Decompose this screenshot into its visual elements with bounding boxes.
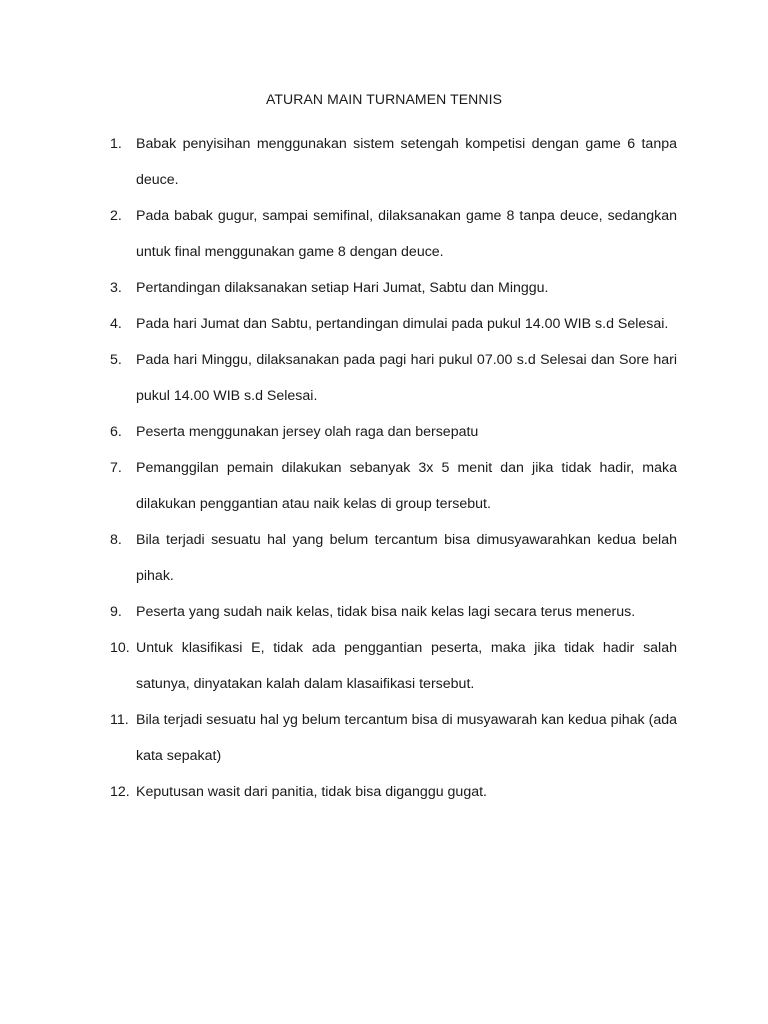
rule-number: 2.: [110, 208, 122, 224]
rule-text: Untuk klasifikasi E, tidak ada penggantian peserta, maka jika tidak hadir salah satunya, dinyatakan kalah dalam klasaifikasi tersebut.: [136, 640, 677, 692]
rule-number: 1.: [110, 136, 122, 152]
rule-text: Pada hari Jumat dan Sabtu, pertandingan dimulai pada pukul 14.00 WIB s.d Selesai.: [136, 316, 669, 332]
rule-number: 7.: [110, 460, 122, 476]
rule-number: 10.: [110, 640, 130, 656]
rules-list: [110, 126, 677, 810]
rule-text: Keputusan wasit dari panitia, tidak bisa diganggu gugat.: [136, 784, 487, 800]
rule-item-8: [110, 522, 677, 594]
rule-number: 3.: [110, 280, 122, 296]
rule-text: Peserta yang sudah naik kelas, tidak bisa naik kelas lagi secara terus menerus.: [136, 604, 636, 620]
rule-item-1: [110, 126, 677, 198]
rule-item-9: [110, 594, 677, 630]
document-title: ATURAN MAIN TURNAMEN TENNIS: [265, 91, 503, 107]
rule-item-6: [110, 414, 677, 450]
rule-text: Peserta menggunakan jersey olah raga dan bersepatu: [136, 424, 479, 440]
rule-item-12: [110, 774, 677, 810]
rule-text: Pertandingan dilaksanakan setiap Hari Jumat, Sabtu dan Minggu.: [136, 280, 549, 296]
rule-text: Bila terjadi sesuatu hal yang belum tercantum bisa dimusyawarahkan kedua belah pihak.: [136, 532, 677, 584]
rule-item-2: [110, 198, 677, 270]
rule-text: Pemanggilan pemain dilakukan sebanyak 3x 5 menit dan jika tidak hadir, maka dilakukan penggantian atau naik kelas di group tersebut.: [136, 460, 677, 512]
rule-number: 12.: [110, 784, 130, 800]
rule-item-4: [110, 306, 677, 342]
rule-item-5: [110, 342, 677, 414]
rule-number: 8.: [110, 532, 122, 548]
rule-number: 6.: [110, 424, 122, 440]
rule-text: Bila terjadi sesuatu hal yg belum tercantum bisa di musyawarah kan kedua pihak (ada kata sepakat): [136, 712, 677, 764]
rule-number: 11.: [110, 712, 129, 728]
rule-number: 4.: [110, 316, 122, 332]
rule-number: 9.: [110, 604, 122, 620]
rule-text: Pada babak gugur, sampai semifinal, dilaksanakan game 8 tanpa deuce, sedangkan untuk final menggunakan game 8 dengan deuce.: [136, 208, 677, 260]
rule-item-7: [110, 450, 677, 522]
rule-text: Pada hari Minggu, dilaksanakan pada pagi hari pukul 07.00 s.d Selesai dan Sore hari pukul 14.00 WIB s.d Selesai.: [136, 352, 677, 404]
rule-text: Babak penyisihan menggunakan sistem setengah kompetisi dengan game 6 tanpa deuce.: [136, 136, 677, 188]
rule-item-11: [110, 702, 677, 774]
rule-number: 5.: [110, 352, 122, 368]
rule-item-3: [110, 270, 677, 306]
rule-item-10: [110, 630, 677, 702]
